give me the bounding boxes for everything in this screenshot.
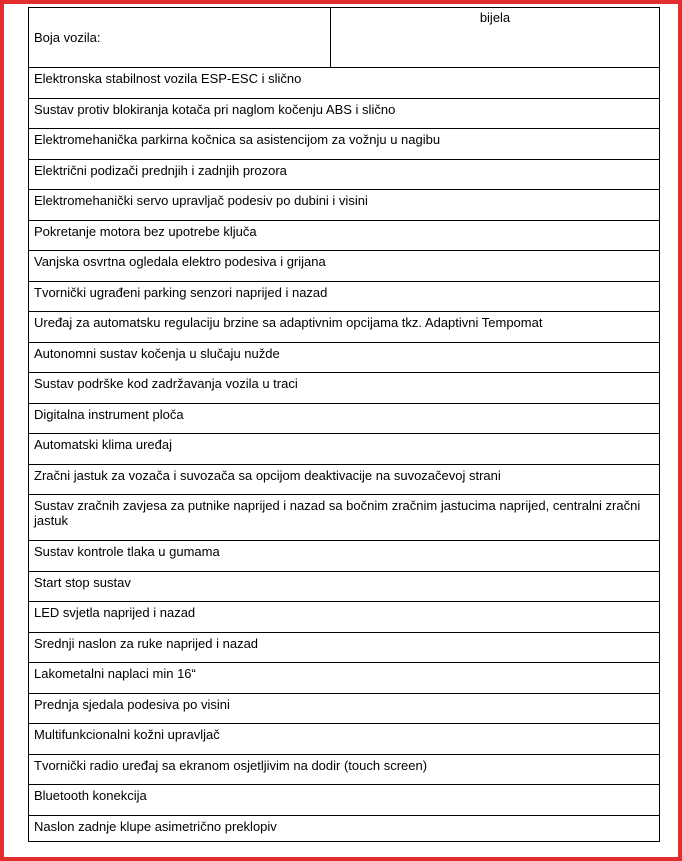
feature-row: Sustav zračnih zavjesa za putnike naprijed i nazad sa bočnim zračnim jastucima naprijed, centralni zračni jastuk: [29, 495, 659, 541]
feature-row: Sustav podrške kod zadržavanja vozila u traci: [29, 373, 659, 404]
feature-row: Elektronska stabilnost vozila ESP-ESC i slično: [29, 68, 659, 99]
feature-row: Zračni jastuk za vozača i suvozača sa opcijom deaktivacije na suvozačevoj strani: [29, 465, 659, 496]
feature-row: Elektromehanička parkirna kočnica sa asistencijom za vožnju u nagibu: [29, 129, 659, 160]
feature-row: Tvornički ugrađeni parking senzori naprijed i nazad: [29, 282, 659, 313]
vehicle-color-row: [29, 8, 659, 68]
feature-row: Srednji naslon za ruke naprijed i nazad: [29, 633, 659, 664]
feature-row: Start stop sustav: [29, 572, 659, 603]
vehicle-color-value: bijela: [479, 10, 511, 25]
feature-row: Digitalna instrument ploča: [29, 404, 659, 435]
feature-row: Vanjska osvrtna ogledala elektro podesiva i grijana: [29, 251, 659, 282]
feature-row: Električni podizači prednjih i zadnjih prozora: [29, 160, 659, 191]
vehicle-color-label: Boja vozila:: [29, 8, 331, 67]
feature-row: Autonomni sustav kočenja u slučaju nužde: [29, 343, 659, 374]
feature-row: Sustav kontrole tlaka u gumama: [29, 541, 659, 572]
feature-row: Uređaj za automatsku regulaciju brzine sa adaptivnim opcijama tkz. Adaptivni Tempomat: [29, 312, 659, 343]
feature-row: Automatski klima uređaj: [29, 434, 659, 465]
feature-row: Multifunkcionalni kožni upravljač: [29, 724, 659, 755]
feature-row: Tvornički radio uređaj sa ekranom osjetljivim na dodir (touch screen): [29, 755, 659, 786]
feature-row: Naslon zadnje klupe asimetrično preklopiv: [34, 818, 277, 834]
feature-row: Sustav protiv blokiranja kotača pri naglom kočenju ABS i slično: [29, 99, 659, 130]
feature-row: Pokretanje motora bez upotrebe ključa: [29, 221, 659, 252]
feature-row: Elektromehanički servo upravljač podesiv po dubini i visini: [29, 190, 659, 221]
feature-list: [29, 68, 659, 846]
vehicle-spec-table: [28, 7, 660, 842]
feature-row: Bluetooth konekcija: [29, 785, 659, 816]
feature-row: LED svjetla naprijed i nazad: [29, 602, 659, 633]
feature-row: Lakometalni naplaci min 16“: [29, 663, 659, 694]
feature-row: Prednja sjedala podesiva po visini: [29, 694, 659, 725]
